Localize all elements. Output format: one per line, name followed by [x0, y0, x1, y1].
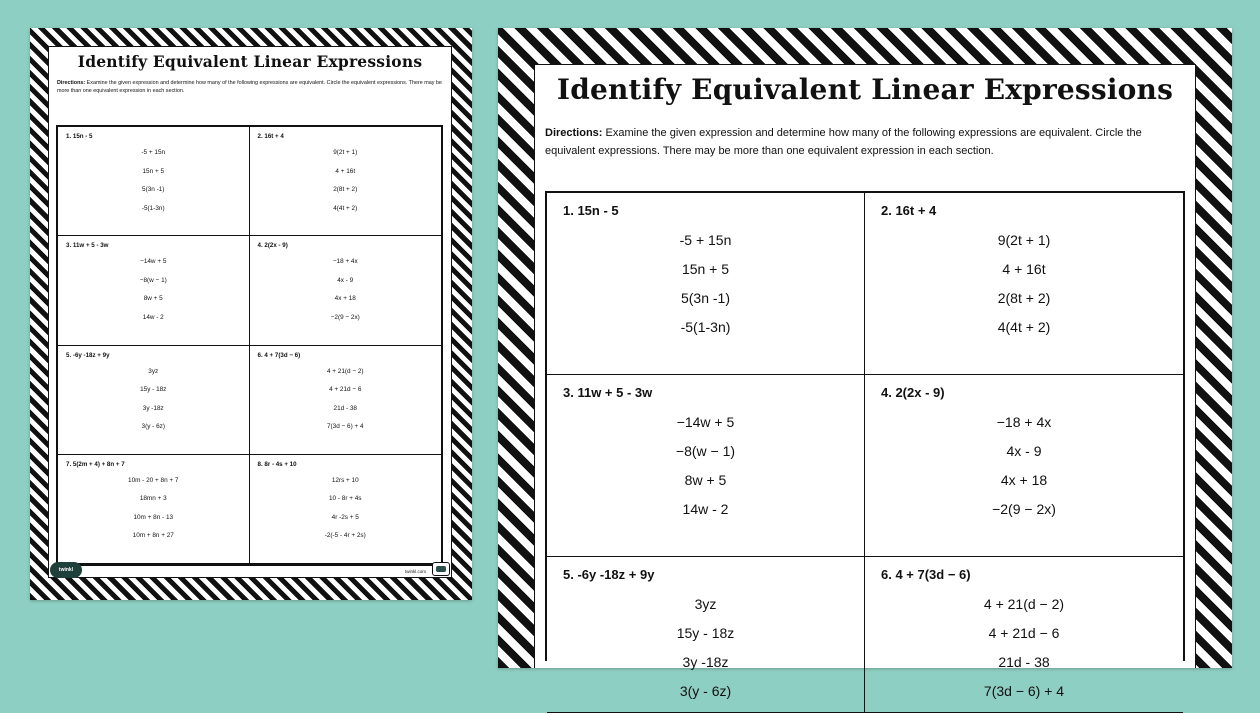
- option: −2(9 − 2x): [330, 313, 360, 321]
- option: 21d - 38: [998, 654, 1050, 670]
- question-cell: [250, 346, 442, 455]
- question-cell: [250, 127, 442, 236]
- option: 12rs + 10: [331, 476, 359, 484]
- option: 10m + 8n + 27: [132, 532, 174, 540]
- question-title: 2. 16t + 4: [881, 203, 937, 218]
- worksheet-page: [534, 64, 1196, 699]
- option: -5(1-3n): [680, 319, 731, 335]
- option: −14w + 5: [140, 258, 167, 266]
- option: 4x - 9: [1006, 443, 1042, 459]
- directions-label: Directions:: [57, 80, 86, 86]
- question-title: 5. -6y -18z + 9y: [66, 351, 110, 359]
- option: 15n + 5: [681, 261, 730, 277]
- option: 8w + 5: [143, 295, 163, 303]
- option: 15y - 18z: [676, 625, 735, 641]
- directions-text: Examine the given expression and determine how many of the following expressions are equivalent. Circle the equivalent expressions. There may be more than one equivalent expression in each section.: [57, 80, 442, 94]
- question-title: 1. 15n - 5: [563, 203, 619, 218]
- option: 3yz: [694, 596, 717, 612]
- option: 15y - 18z: [140, 386, 167, 393]
- option: 4 + 16t: [1002, 261, 1046, 277]
- option: −18 + 4x: [996, 414, 1052, 430]
- option: 4 + 21(d − 2): [326, 367, 364, 375]
- option: 10 - 8r + 4s: [328, 495, 362, 503]
- option: 2(8t + 2): [333, 186, 358, 193]
- question-title: 7. 5(2m + 4) + 8n + 7: [66, 460, 125, 468]
- directions-label: Directions:: [545, 127, 603, 139]
- option: −8(w − 1): [139, 276, 167, 284]
- option: −2(9 − 2x): [992, 501, 1056, 517]
- option: -5 + 15n: [141, 149, 166, 156]
- option: 5(3n -1): [142, 186, 165, 193]
- directions: [49, 71, 451, 95]
- option: 10m + 8n - 13: [133, 513, 174, 521]
- option: 4 + 21(d − 2): [983, 596, 1065, 612]
- question-cell: [865, 193, 1183, 375]
- option: 3(y - 6z): [679, 683, 732, 699]
- question-title: 3. 11w + 5 - 3w: [66, 242, 109, 250]
- question-title: 8. 8r - 4s + 10: [257, 460, 297, 468]
- question-cell: [250, 236, 442, 345]
- footer-url: twinkl.com: [404, 569, 426, 574]
- question-title: 1. 15n - 5: [66, 133, 93, 140]
- question-title: 4. 2(2x - 9): [881, 385, 945, 400]
- option: −8(w − 1): [675, 443, 736, 459]
- question-cell: [865, 375, 1183, 557]
- option: 3yz: [148, 367, 159, 375]
- worksheet-title: Identify Equivalent Linear Expressions: [556, 73, 1174, 106]
- question-cell: [58, 127, 250, 236]
- question-cell: [547, 193, 865, 375]
- option: 3y -18z: [142, 404, 164, 412]
- question-grid: [545, 191, 1185, 699]
- question-title: 6. 4 + 7(3d − 6): [257, 351, 301, 359]
- option: 8w + 5: [684, 472, 727, 488]
- option: 4(4t + 2): [997, 319, 1051, 335]
- directions: [535, 106, 1195, 160]
- option: 4x - 9: [337, 276, 354, 284]
- question-cell: [58, 236, 250, 345]
- option: -2(-5 - 4r + 2s): [324, 532, 366, 540]
- option: 4(4t + 2): [333, 204, 358, 212]
- option: 15n + 5: [142, 167, 164, 175]
- option: 3(y - 6z): [141, 423, 165, 430]
- option: 7(3d − 6) + 4: [326, 423, 364, 430]
- worksheet-page: [48, 46, 452, 578]
- question-title: 5. -6y -18z + 9y: [563, 567, 655, 582]
- option: 4x + 18: [1000, 472, 1048, 488]
- worksheet-preview-large: [498, 28, 1232, 699]
- option: -5 + 15n: [679, 232, 732, 248]
- option: −14w + 5: [676, 414, 735, 430]
- question-title: 3. 11w + 5 - 3w: [563, 385, 653, 400]
- worksheet-preview-small: [30, 28, 472, 600]
- question-grid: [56, 125, 443, 566]
- question-cell: [250, 455, 442, 564]
- option: 4 + 16t: [335, 167, 356, 175]
- option: 4 + 21d − 6: [329, 386, 362, 393]
- option: 4x + 18: [334, 295, 356, 303]
- question-title: 6. 4 + 7(3d − 6): [881, 567, 971, 582]
- option: 4 + 21d − 6: [988, 625, 1060, 641]
- option: 7(3d − 6) + 4: [983, 683, 1065, 699]
- option: 10m - 20 + 8n + 7: [128, 476, 179, 484]
- question-cell: [58, 346, 250, 455]
- question-cell: [547, 557, 865, 713]
- option: 4r -2s + 5: [331, 513, 359, 521]
- option: 3y -18z: [682, 654, 729, 670]
- option: 9(2t + 1): [997, 232, 1051, 248]
- question-cell: [58, 455, 250, 564]
- worksheet-title: Identify Equivalent Linear Expressions: [77, 52, 423, 71]
- option: 18mn + 3: [139, 495, 167, 503]
- option: 14w - 2: [142, 313, 164, 321]
- directions-text: Examine the given expression and determine how many of the following expressions are equivalent. Circle the equivalent expressions. There may be more than one equivalent expression in each section.: [545, 127, 1142, 157]
- twinkl-logo: twinkl: [50, 562, 82, 578]
- badge-icon: [432, 562, 450, 576]
- question-title: 4. 2(2x - 9): [257, 242, 288, 250]
- option: 9(2t + 1): [333, 149, 358, 156]
- option: 21d - 38: [333, 404, 357, 412]
- option: −18 + 4x: [332, 258, 358, 266]
- option: 2(8t + 2): [997, 290, 1051, 306]
- option: 14w - 2: [682, 501, 729, 517]
- option: 5(3n -1): [680, 290, 731, 306]
- question-title: 2. 16t + 4: [257, 133, 284, 140]
- question-cell: [865, 557, 1183, 713]
- question-cell: [547, 375, 865, 557]
- option: -5(1-3n): [141, 204, 165, 212]
